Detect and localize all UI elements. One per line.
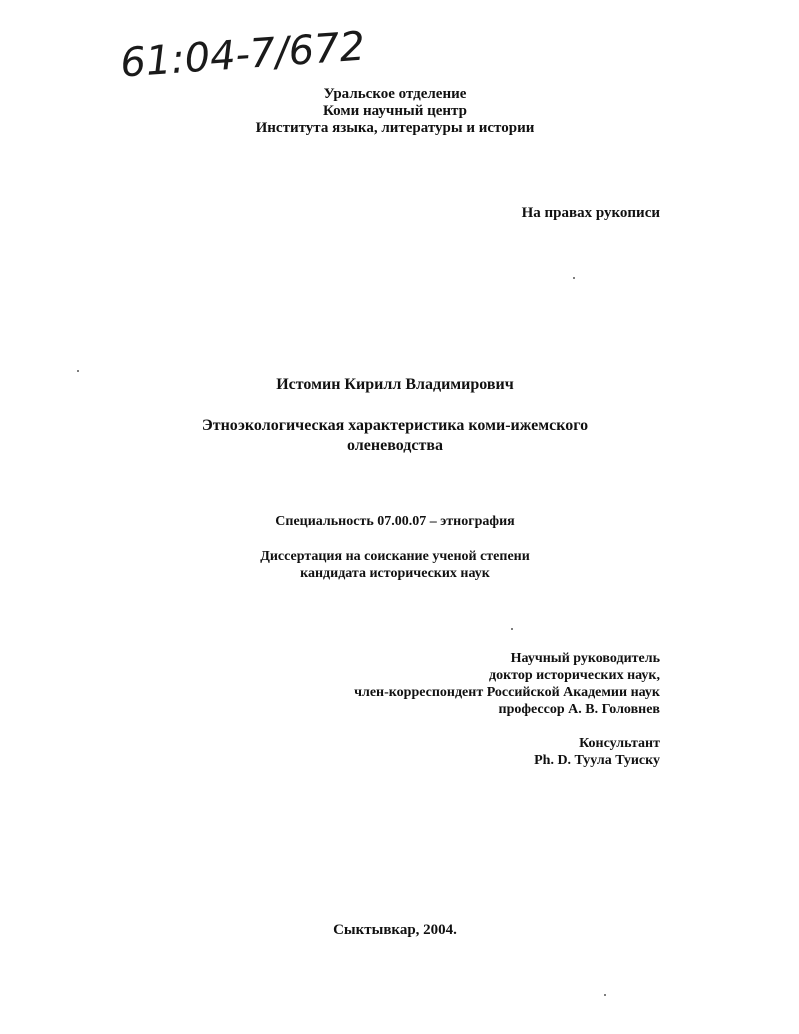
degree-line-1: Диссертация на соискание ученой степени	[260, 549, 530, 564]
consultant-role: Консультант	[579, 736, 660, 751]
org-institute: Института языка, литературы и истории	[255, 120, 535, 136]
scan-speck	[511, 628, 513, 630]
manuscript-rights: На правах рукописи	[521, 205, 660, 221]
supervisor-membership: член-корреспондент Российской Академии наук	[354, 685, 660, 700]
degree-line-2: кандидата исторических наук	[300, 566, 490, 581]
org-branch: Уральское отделение	[323, 86, 467, 102]
title-line-1: Этноэкологическая характеристика коми-ижемского	[201, 417, 589, 434]
handwritten-archive-number	[118, 12, 408, 92]
archive-number-text: 61:04-7/672	[118, 23, 367, 87]
consultant-name: Ph. D. Туула Туиску	[534, 753, 660, 768]
supervisor-degree: доктор исторических наук,	[488, 668, 660, 683]
scan-speck	[77, 370, 79, 372]
title-line-2: оленеводства	[347, 437, 443, 454]
specialty: Специальность 07.00.07 – этнография	[275, 514, 515, 529]
supervisor-name: профессор А. В. Головнев	[498, 702, 660, 717]
scan-speck	[604, 994, 606, 996]
supervisor-role: Научный руководитель	[510, 651, 660, 666]
author-name: Истомин Кирилл Владимирович	[276, 376, 514, 393]
place-year: Сыктывкар, 2004.	[333, 922, 457, 938]
org-center: Коми научный центр	[323, 103, 467, 119]
scan-speck	[573, 277, 575, 279]
